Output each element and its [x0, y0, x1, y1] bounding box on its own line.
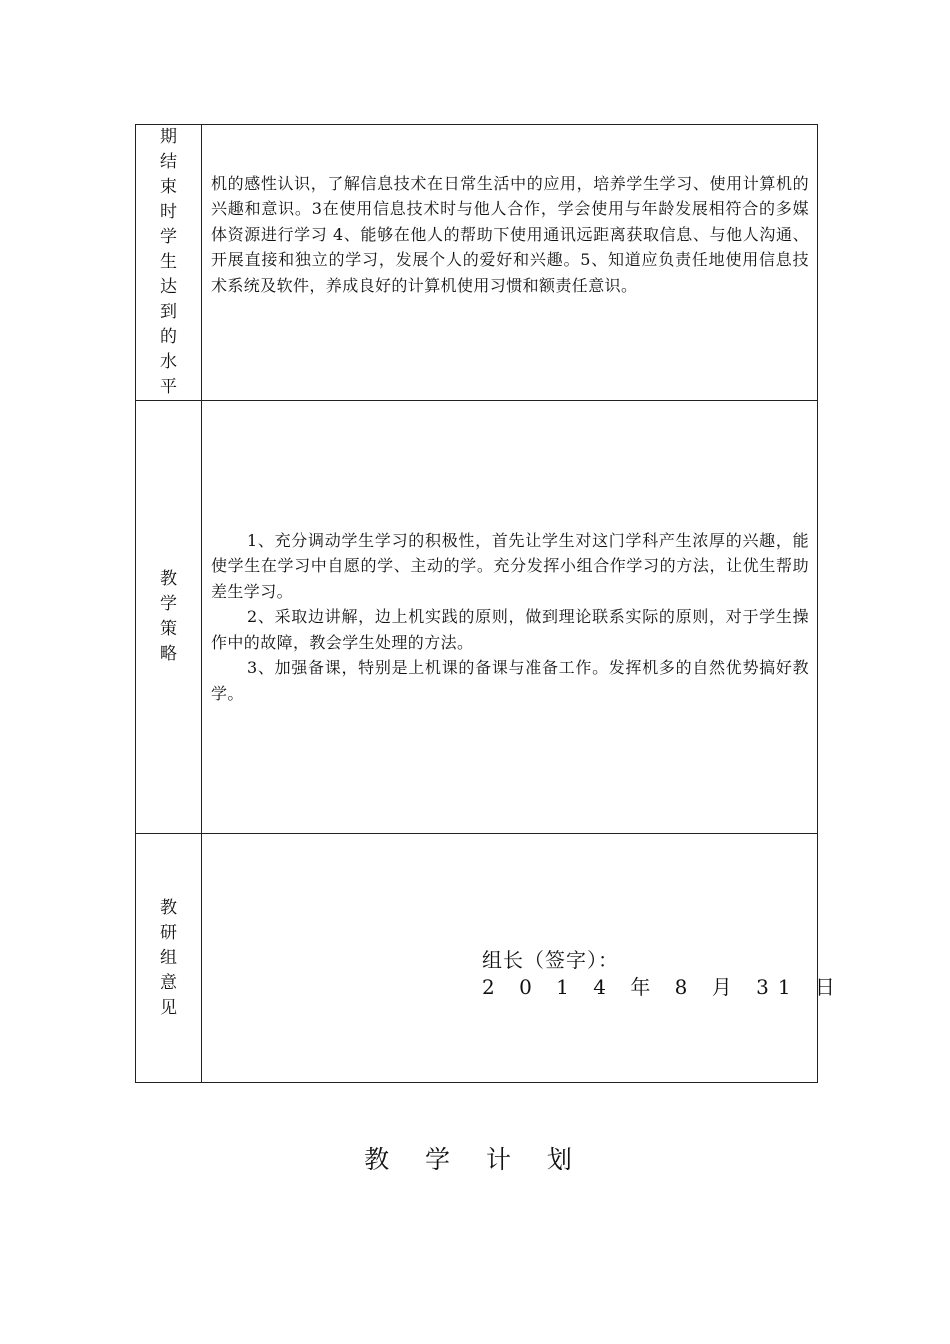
row-label-end-level	[136, 125, 201, 400]
label-char: 略	[160, 644, 177, 664]
label-char: 意	[160, 972, 177, 993]
row-label-cell	[136, 401, 202, 834]
strategy-paragraph-1: 1、充分调动学生学习的积极性，首先让学生对这门学科产生浓厚的兴趣，能使学生在学习中自愿的学、主动的学。充分发挥小组合作学习的方法，让优生帮助差生学习。	[211, 530, 809, 601]
plan-table	[135, 124, 844, 1083]
label-char: 见	[160, 997, 177, 1018]
label-char: 达	[160, 277, 177, 297]
goal-text	[202, 171, 817, 299]
label-char: 的	[160, 327, 177, 347]
label-char: 策	[160, 619, 177, 639]
label-char: 结	[160, 152, 177, 172]
page-title: 教 学 计 划	[364, 1145, 586, 1174]
label-char: 生	[160, 252, 177, 272]
label-char: 水	[160, 352, 177, 372]
label-char: 时	[160, 202, 177, 222]
row-content-cell	[202, 401, 818, 834]
signature-date: 2 0 1 4 年 8 月 31 日	[482, 975, 844, 999]
goal-paragraph: 机的感性认识，了解信息技术在日常生活中的应用，培养学生学习、使用计算机的兴趣和意识。3在使用信息技术时与他人合作，学会使用与年龄发展相符合的多媒体资源进行学习 4、能够在他人的帮助下使用通讯远距离获取信息、与他人沟通、开展直接和独立的学习，发展个人的爱好和兴趣。5、知道应负责任地使用信息技术系统及软件，养成良好的计算机使用习惯和额责任意识。	[211, 173, 809, 295]
label-char: 学	[160, 594, 177, 614]
row-label-teaching-strategy	[136, 567, 201, 667]
label-char: 教	[160, 569, 177, 589]
strategy-text	[202, 528, 817, 707]
table-row-group-opinion	[136, 834, 818, 1083]
row-label-group-opinion	[136, 896, 201, 1021]
row-label-cell	[136, 125, 202, 401]
strategy-paragraph-3: 3、加强备课，特别是上机课的备课与准备工作。发挥机多的自然优势搞好教学。	[211, 658, 809, 703]
label-char: 到	[160, 302, 177, 322]
strategy-paragraph-2: 2、采取边讲解，边上机实践的原则，做到理论联系实际的原则，对于学生操作中的故障，教会学生处理的方法。	[211, 607, 809, 652]
row-label-cell	[136, 834, 202, 1083]
label-char: 平	[160, 377, 177, 397]
label-char: 研	[160, 922, 177, 943]
label-char: 教	[160, 897, 177, 918]
signature-area	[202, 834, 844, 1082]
row-content-cell	[202, 834, 844, 1083]
leader-signature-label: 组长（签字）：	[482, 948, 619, 972]
label-char: 组	[160, 947, 177, 968]
row-content-cell	[202, 125, 818, 401]
table-row-teaching-strategy	[136, 401, 818, 834]
label-char: 束	[160, 177, 177, 197]
table-row-end-level	[136, 125, 818, 401]
label-char: 学	[160, 227, 177, 247]
label-char: 期	[160, 127, 177, 147]
